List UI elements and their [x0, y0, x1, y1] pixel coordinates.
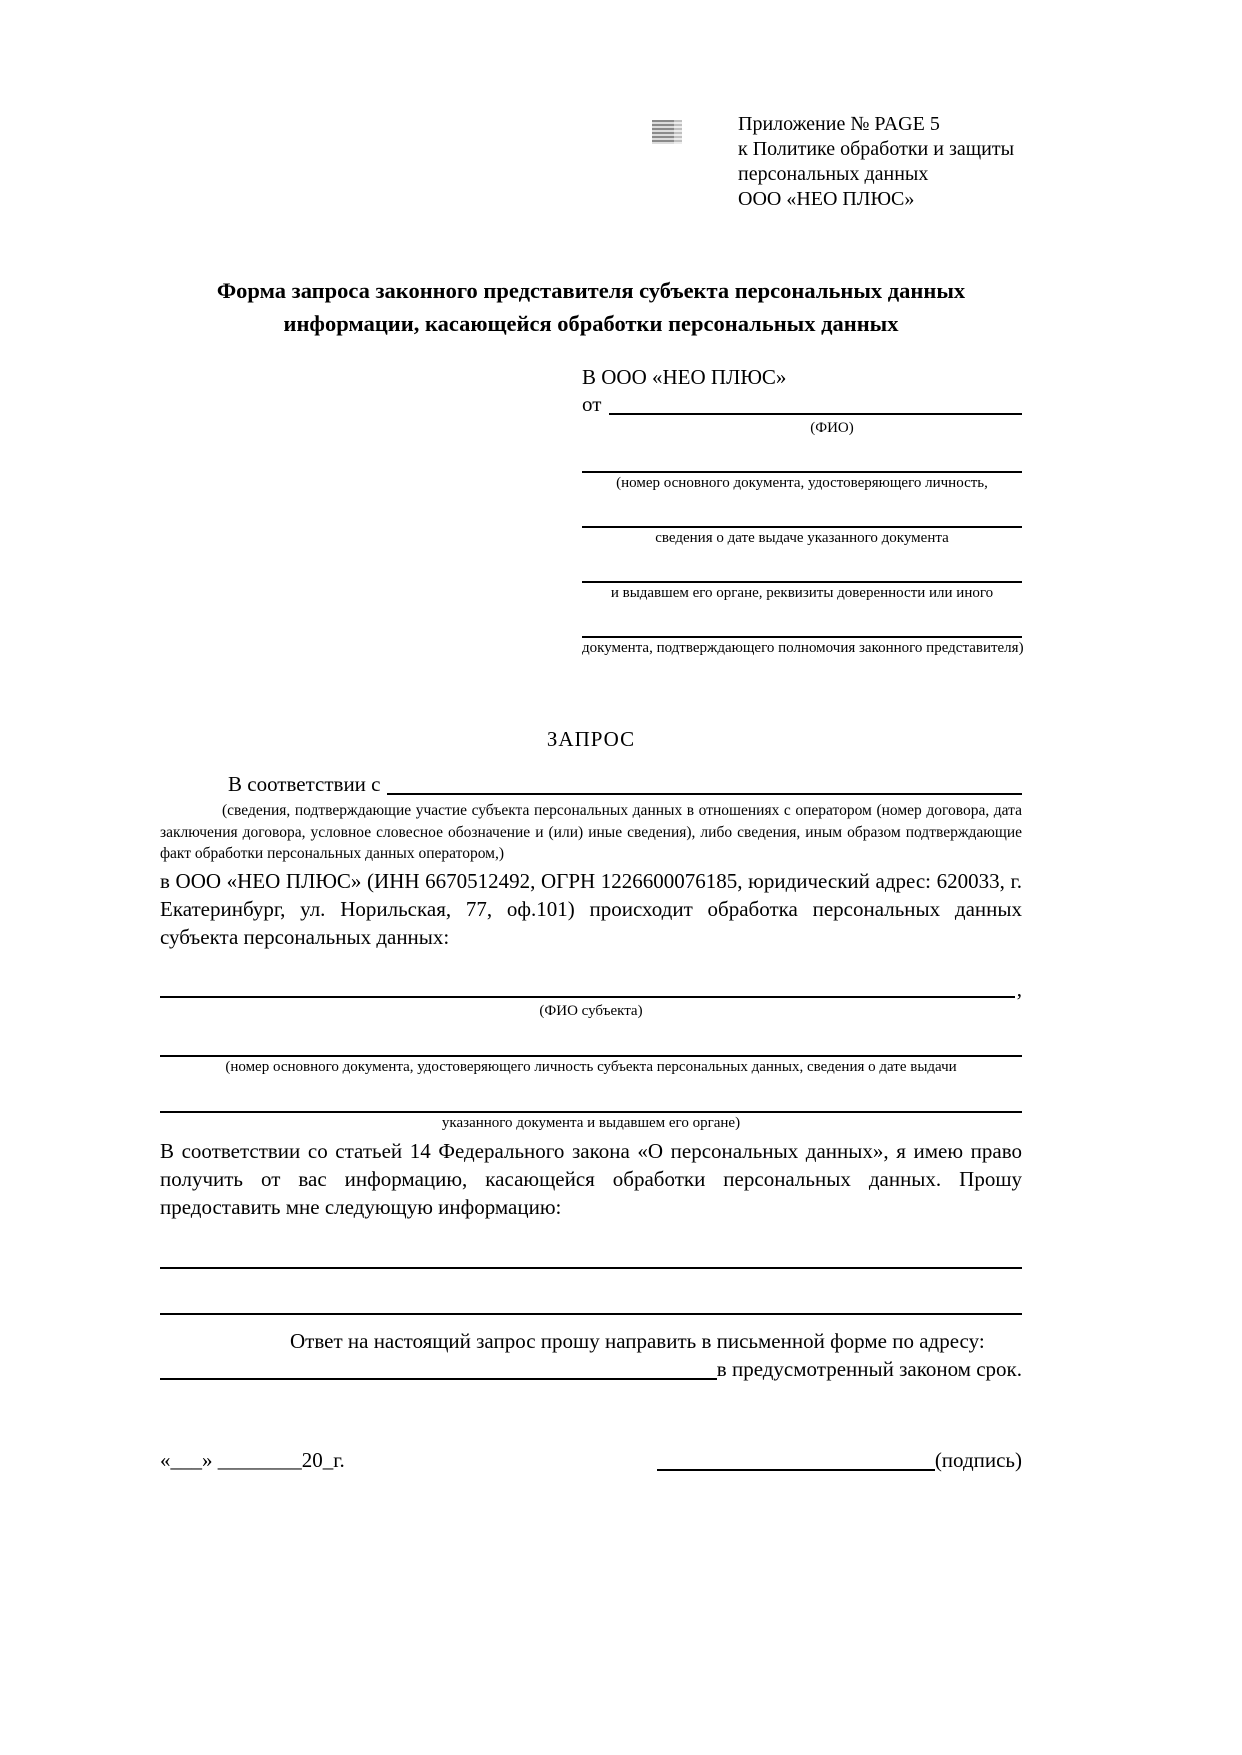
- information-blank-line-1: [160, 1265, 1022, 1269]
- subject-fio-blank-line: [160, 996, 1015, 998]
- request-heading: ЗАПРОС: [546, 727, 636, 751]
- document-title: [160, 274, 1022, 340]
- field-caption: и выдавшем его органе, реквизиты доверенности или иного: [610, 585, 994, 601]
- from-blank-line: [609, 413, 1022, 415]
- blank-line-field: [582, 438, 1022, 473]
- document-title-line-1: Форма запроса законного представителя субъекта персональных данных: [216, 278, 966, 303]
- operator-paragraph: в ООО «НЕО ПЛЮС» (ИНН 6670512492, ОГРН 1226600076185, юридический адрес: 620033, г. Екатеринбург, ул. Норильская, 77, оф.101) происходит обработка персональных данных субъекта персональных данных:: [160, 868, 1022, 949]
- fine-print-note: (сведения, подтверждающие участие субъекта персональных данных в отношениях с оператором (номер договора, дата заключения договора, условное словесное обозначение и (или) иные сведения), либо сведения, иным образом подтверждающие факт обработки персональных данных оператором,): [160, 802, 1022, 862]
- representative-doc-field-1: [582, 438, 1022, 493]
- field-caption: (номер основного документа, удостоверяющего личность,: [616, 475, 988, 491]
- from-field-row: [582, 391, 1022, 418]
- in-accordance-label: В соответствии с: [228, 772, 381, 796]
- blank-line-field: [582, 603, 1022, 638]
- subject-fio-comma: ,: [1016, 976, 1022, 1001]
- subject-doc-blank-line-1: [160, 1035, 1022, 1057]
- signature-caption: (подпись): [934, 1447, 1022, 1472]
- reply-address-blank-line: [160, 1378, 717, 1380]
- representative-doc-field-4: [582, 603, 1022, 658]
- appendix-header-line-2: к Политике обработки и защиты: [738, 138, 1015, 160]
- blank-line-field: [582, 493, 1022, 528]
- document-title-line-2: информации, касающейся обработки персональных данных: [283, 311, 899, 336]
- subject-doc-caption-2: указанного документа и выдавшем его органе): [441, 1114, 741, 1131]
- in-accordance-blank-line: [387, 793, 1023, 795]
- representative-doc-field-3: [582, 548, 1022, 603]
- field-caption: документа, подтверждающего полномочия законного представителя): [582, 640, 1024, 656]
- field-caption: сведения о дате выдаче указанного документа: [655, 530, 949, 546]
- subject-doc-caption-1: (номер основного документа, удостоверяющего личность субъекта персональных данных, сведения о дате выдачи: [225, 1058, 957, 1075]
- in-accordance-field-row: [160, 770, 1022, 798]
- subject-fio-caption: (ФИО субъекта): [539, 1002, 643, 1019]
- appendix-header-line-4: ООО «НЕО ПЛЮС»: [738, 188, 915, 210]
- reply-address-suffix: в предусмотренный законом срок.: [716, 1356, 1022, 1381]
- from-label: от: [582, 392, 602, 416]
- signature-blank-line: [657, 1469, 935, 1471]
- blank-line-field: [582, 548, 1022, 583]
- signature-group: [657, 1447, 1022, 1474]
- addressee-to: В ООО «НЕО ПЛЮС»: [582, 365, 787, 389]
- information-blank-line-2: [160, 1311, 1022, 1315]
- reply-address-field-row: [160, 1355, 1022, 1383]
- appendix-header-line-1: Приложение № PAGE 5: [738, 113, 940, 135]
- document-content: [160, 0, 1022, 1474]
- addressee-block: [582, 364, 1022, 658]
- date-signature-row: [160, 1447, 1022, 1474]
- appendix-header: [738, 112, 1022, 212]
- subject-fio-field-row: [160, 977, 1022, 1001]
- date-field: «___» ________20_г.: [160, 1447, 345, 1472]
- reply-address-intro: Ответ на настоящий запрос прошу направить в письменной форме по адресу:: [290, 1328, 985, 1353]
- subject-doc-blank-line-2: [160, 1091, 1022, 1113]
- law-paragraph: В соответствии со статьей 14 Федерального закона «О персональных данных», я имею право получить от вас информацию, касающейся обработки персональных данных. Прошу предоставить мне следующую информацию:: [160, 1138, 1022, 1219]
- fio-caption: (ФИО): [810, 420, 854, 436]
- representative-doc-field-2: [582, 493, 1022, 548]
- appendix-header-line-3: персональных данных: [738, 163, 929, 185]
